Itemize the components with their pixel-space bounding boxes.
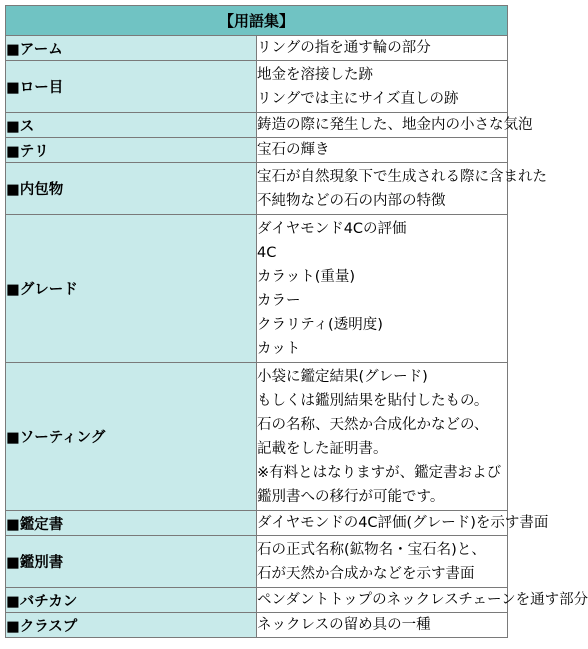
glossary-row <box>6 61 508 113</box>
glossary-term: ■グレード <box>6 215 257 363</box>
glossary-table <box>5 5 588 638</box>
definition-line: ネックレスの留め具の一種 <box>257 617 431 633</box>
glossary-definition <box>257 613 508 638</box>
definition-line: カラー <box>257 292 301 309</box>
definition-line: リングの指を通す輪の部分 <box>257 40 431 56</box>
definition-line: 宝石の輝き <box>257 142 330 158</box>
glossary-term: ■鑑別書 <box>6 536 257 588</box>
glossary-row <box>6 613 508 638</box>
definition-line: 記載をした証明書。 <box>257 440 388 457</box>
glossary-row <box>6 588 508 613</box>
glossary-definition <box>257 588 588 613</box>
glossary-definition <box>257 511 549 536</box>
glossary-definition <box>257 36 508 61</box>
glossary-definition <box>257 215 508 363</box>
glossary-title: 【用語集】 <box>6 6 508 36</box>
definition-line: ダイヤモンド4Cの評価 <box>257 220 407 237</box>
glossary-row <box>6 36 508 61</box>
definition-line: 宝石が自然現象下で生成される際に含まれた <box>257 168 547 185</box>
glossary-term: ■バチカン <box>6 588 257 613</box>
glossary-term: ■内包物 <box>6 163 257 215</box>
definition-line: 鑑別書への移行が可能です。 <box>257 488 445 505</box>
definition-line: カット <box>257 340 301 357</box>
definition-line: 不純物などの石の内部の特徴 <box>257 192 446 209</box>
glossary-definition <box>257 61 508 113</box>
glossary-definition <box>257 363 508 511</box>
definition-line: 地金を溶接した跡 <box>257 66 373 83</box>
glossary-header-row <box>6 6 508 36</box>
glossary-term: ■ロー目 <box>6 61 257 113</box>
glossary-row <box>6 138 508 163</box>
definition-line: 石が天然か合成かなどを示す書面 <box>257 565 475 582</box>
glossary-definition <box>257 163 547 215</box>
definition-line: 4C <box>257 244 277 261</box>
glossary-row <box>6 363 508 511</box>
glossary-row <box>6 511 508 536</box>
definition-line: 小袋に鑑定結果(グレード) <box>257 368 428 385</box>
glossary-definition <box>257 536 508 588</box>
definition-line: クラリティ(透明度) <box>257 316 383 333</box>
glossary-definition <box>257 113 533 138</box>
definition-line: カラット(重量) <box>257 268 356 285</box>
definition-line: 石の名称、天然か合成化かなどの、 <box>257 416 489 433</box>
definition-line: ペンダントトップのネックレスチェーンを通す部分 <box>257 592 588 608</box>
definition-line: 鋳造の際に発生した、地金内の小さな気泡 <box>257 117 533 133</box>
glossary-row <box>6 163 508 215</box>
glossary-term: ■クラスプ <box>6 613 257 638</box>
glossary-term: ■テリ <box>6 138 257 163</box>
glossary-row <box>6 113 508 138</box>
definition-line: リングでは主にサイズ直しの跡 <box>257 90 459 107</box>
definition-line: もしくは鑑別結果を貼付したもの。 <box>257 392 489 409</box>
glossary-definition <box>257 138 508 163</box>
glossary-term: ■ソーティング <box>6 363 257 511</box>
glossary-row <box>6 215 508 363</box>
glossary-term: ■ス <box>6 113 257 138</box>
glossary-body <box>6 36 588 638</box>
definition-line: ※有料とはなりますが、鑑定書および <box>257 464 502 481</box>
definition-line: ダイヤモンドの4C評価(グレード)を示す書面 <box>257 515 549 531</box>
glossary-term: ■鑑定書 <box>6 511 257 536</box>
definition-line: 石の正式名称(鉱物名・宝石名)と、 <box>257 541 486 558</box>
glossary-term: ■アーム <box>6 36 257 61</box>
glossary-row <box>6 536 508 588</box>
